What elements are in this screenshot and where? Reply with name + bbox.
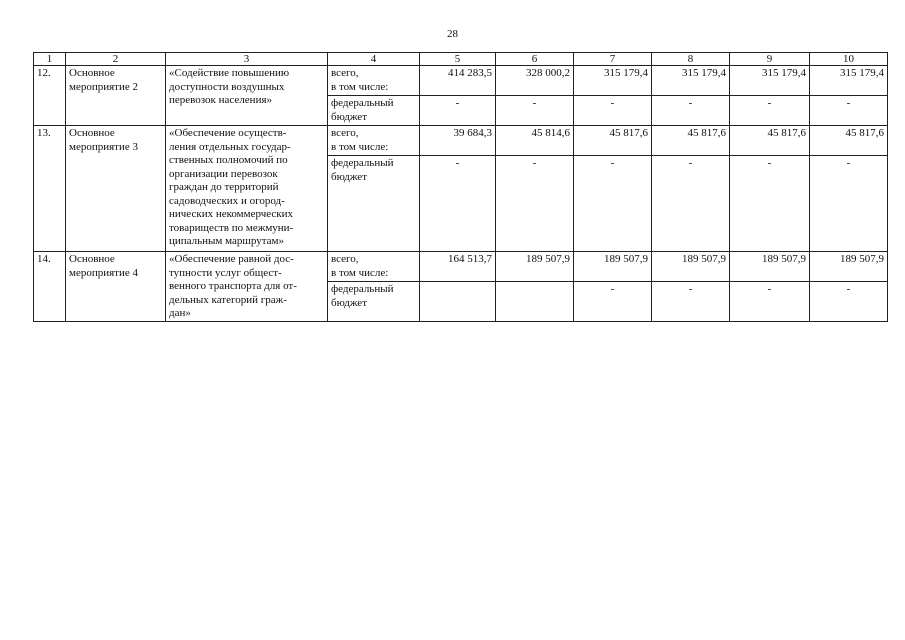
- column-number-6: 6: [496, 53, 574, 66]
- event-type: Основное мероприятие 3: [66, 126, 166, 252]
- column-number-7: 7: [574, 53, 652, 66]
- funding-source-total: всего, в том числе:: [328, 66, 420, 96]
- value-cell: -: [652, 96, 730, 126]
- value-cell: 315 179,4: [574, 66, 652, 96]
- row-index: 12.: [34, 66, 66, 126]
- event-type: Основное мероприятие 4: [66, 252, 166, 322]
- funding-source-total: всего, в том числе:: [328, 126, 420, 156]
- value-cell: 189 507,9: [730, 252, 810, 282]
- column-number-2: 2: [66, 53, 166, 66]
- event-name: «Обеспечение равной дос- тупности услуг общест- венного транспорта для от- дельных категорий граж- дан»: [166, 252, 328, 322]
- value-cell: 414 283,5: [420, 66, 496, 96]
- funding-source-federal: федеральный бюджет: [328, 156, 420, 252]
- value-cell: -: [810, 282, 888, 322]
- value-cell: -: [574, 282, 652, 322]
- value-cell: 45 817,6: [810, 126, 888, 156]
- value-cell: 45 817,6: [730, 126, 810, 156]
- value-cell: 39 684,3: [420, 126, 496, 156]
- event-name: «Обеспечение осуществ- ления отдельных государ- ственных полномочий по организации перевозок граждан до территорий садоводческих и огород- нических некоммерческих товариществ по межмуни- ципальным маршрутам»: [166, 126, 328, 252]
- value-cell: -: [420, 96, 496, 126]
- column-number-8: 8: [652, 53, 730, 66]
- value-cell: 45 814,6: [496, 126, 574, 156]
- value-cell: -: [730, 96, 810, 126]
- value-cell: -: [574, 156, 652, 252]
- column-number-5: 5: [420, 53, 496, 66]
- funding-source-total: всего, в том числе:: [328, 252, 420, 282]
- value-cell: 189 507,9: [574, 252, 652, 282]
- value-cell: 315 179,4: [730, 66, 810, 96]
- value-cell: -: [810, 96, 888, 126]
- value-cell: 328 000,2: [496, 66, 574, 96]
- column-number-3: 3: [166, 53, 328, 66]
- value-cell: -: [730, 156, 810, 252]
- table-row: [34, 252, 888, 282]
- value-cell: [420, 282, 496, 322]
- table-row: [34, 66, 888, 96]
- value-cell: 315 179,4: [652, 66, 730, 96]
- column-number-4: 4: [328, 53, 420, 66]
- value-cell: 45 817,6: [574, 126, 652, 156]
- value-cell: -: [420, 156, 496, 252]
- program-funding-table: [33, 52, 888, 322]
- value-cell: -: [652, 156, 730, 252]
- value-cell: 315 179,4: [810, 66, 888, 96]
- funding-source-federal: федеральный бюджет: [328, 282, 420, 322]
- value-cell: -: [496, 156, 574, 252]
- column-number-9: 9: [730, 53, 810, 66]
- value-cell: -: [810, 156, 888, 252]
- column-number-10: 10: [810, 53, 888, 66]
- value-cell: -: [496, 96, 574, 126]
- column-number-row: [34, 53, 888, 66]
- event-type: Основное мероприятие 2: [66, 66, 166, 126]
- event-name: «Содействие повышению доступности воздушных перевозок населения»: [166, 66, 328, 126]
- value-cell: [496, 282, 574, 322]
- page-number: 28: [447, 28, 458, 40]
- table-row: [34, 126, 888, 156]
- value-cell: 189 507,9: [652, 252, 730, 282]
- value-cell: -: [652, 282, 730, 322]
- row-index: 13.: [34, 126, 66, 252]
- value-cell: 189 507,9: [810, 252, 888, 282]
- value-cell: -: [730, 282, 810, 322]
- value-cell: 164 513,7: [420, 252, 496, 282]
- funding-source-federal: федеральный бюджет: [328, 96, 420, 126]
- row-index: 14.: [34, 252, 66, 322]
- value-cell: 189 507,9: [496, 252, 574, 282]
- value-cell: -: [574, 96, 652, 126]
- column-number-1: 1: [34, 53, 66, 66]
- value-cell: 45 817,6: [652, 126, 730, 156]
